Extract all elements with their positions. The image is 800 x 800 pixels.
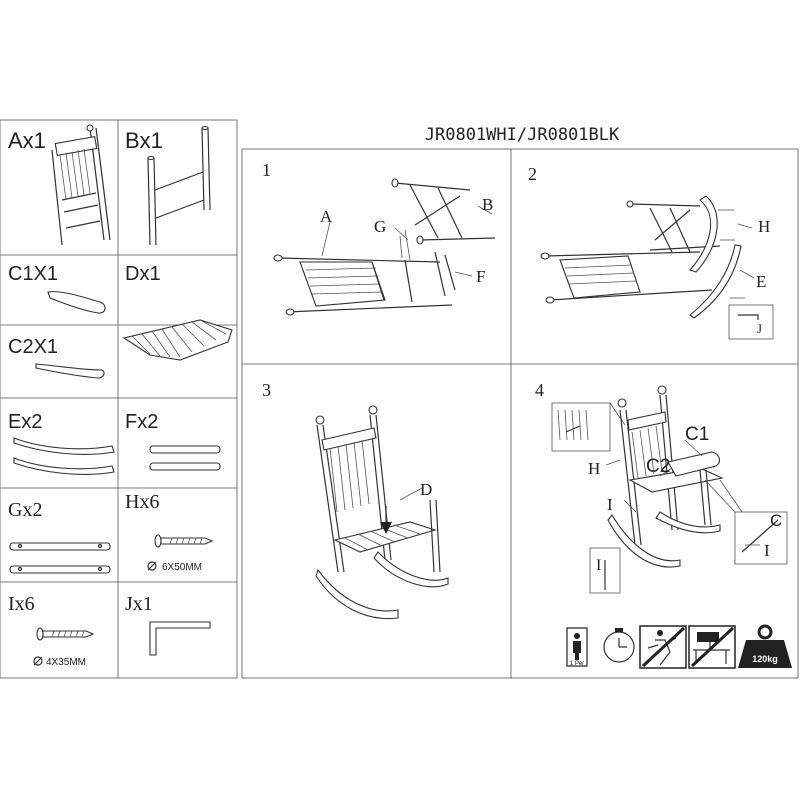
part-label-a: Ax1 <box>8 128 46 153</box>
part-e-drawing <box>14 438 114 474</box>
model-title: JR0801WHI/JR0801BLK <box>424 125 620 145</box>
part-label-d: Dx1 <box>125 263 161 285</box>
part-c2-drawing <box>36 364 104 378</box>
step-2-callout-h: H <box>758 217 771 236</box>
part-d-drawing <box>124 320 232 360</box>
step-3-number: 3 <box>262 380 271 400</box>
step-1-number: 1 <box>262 160 271 180</box>
part-c1-drawing <box>48 292 105 313</box>
screw-i-size: 4X35MM <box>46 657 87 668</box>
weight-label: 120kg <box>752 654 778 664</box>
step-1-drawing <box>274 179 495 315</box>
parts-table <box>0 120 237 678</box>
part-label-i: Ix6 <box>8 593 35 615</box>
step-1-callout-f: F <box>476 267 486 286</box>
part-label-j: Jx1 <box>125 593 153 615</box>
screw-h-size: 6X50MM <box>162 562 203 573</box>
part-label-g: Gx2 <box>8 499 43 521</box>
step-4-callout-h: H <box>588 459 601 478</box>
step-4-callout-c2: C2 <box>646 456 671 477</box>
step-3-drawing <box>316 406 448 619</box>
step-4-drawing <box>552 386 787 593</box>
step-1-callout-g: G <box>374 217 387 236</box>
part-f-drawing <box>150 446 220 470</box>
part-label-c1: C1X1 <box>8 263 59 285</box>
part-a-drawing <box>52 125 110 245</box>
part-label-f: Fx2 <box>125 411 159 433</box>
step-2-drawing <box>541 196 773 339</box>
person-label: 1 Per <box>569 661 585 667</box>
part-label-e: Ex2 <box>8 411 43 433</box>
step-2-callout-j: J <box>757 321 763 336</box>
part-j-hex-key-icon <box>150 622 210 655</box>
step-1-callout-b: B <box>482 195 494 214</box>
part-label-c2: C2X1 <box>8 336 59 358</box>
step-4-callout-c: C <box>770 511 783 530</box>
step-4-callout-i-inset: I <box>764 541 770 560</box>
no-desk-use-icon <box>689 626 735 668</box>
step-4-callout-i: I <box>607 495 613 514</box>
step-3-callout-d: D <box>420 480 433 499</box>
stopwatch-icon <box>604 628 634 662</box>
step-4-number: 4 <box>535 380 544 400</box>
part-label-b: Bx1 <box>125 128 163 153</box>
step-2-callout-e: E <box>756 272 767 291</box>
step-2-number: 2 <box>528 164 537 184</box>
step-1-callout-a: A <box>320 207 333 226</box>
step-4-callout-c1: C1 <box>685 424 710 445</box>
part-label-h: Hx6 <box>125 491 160 513</box>
no-climbing-icon <box>640 626 686 668</box>
part-g-drawing <box>10 543 110 573</box>
step-4-callout-i-bottom: I <box>596 557 602 574</box>
